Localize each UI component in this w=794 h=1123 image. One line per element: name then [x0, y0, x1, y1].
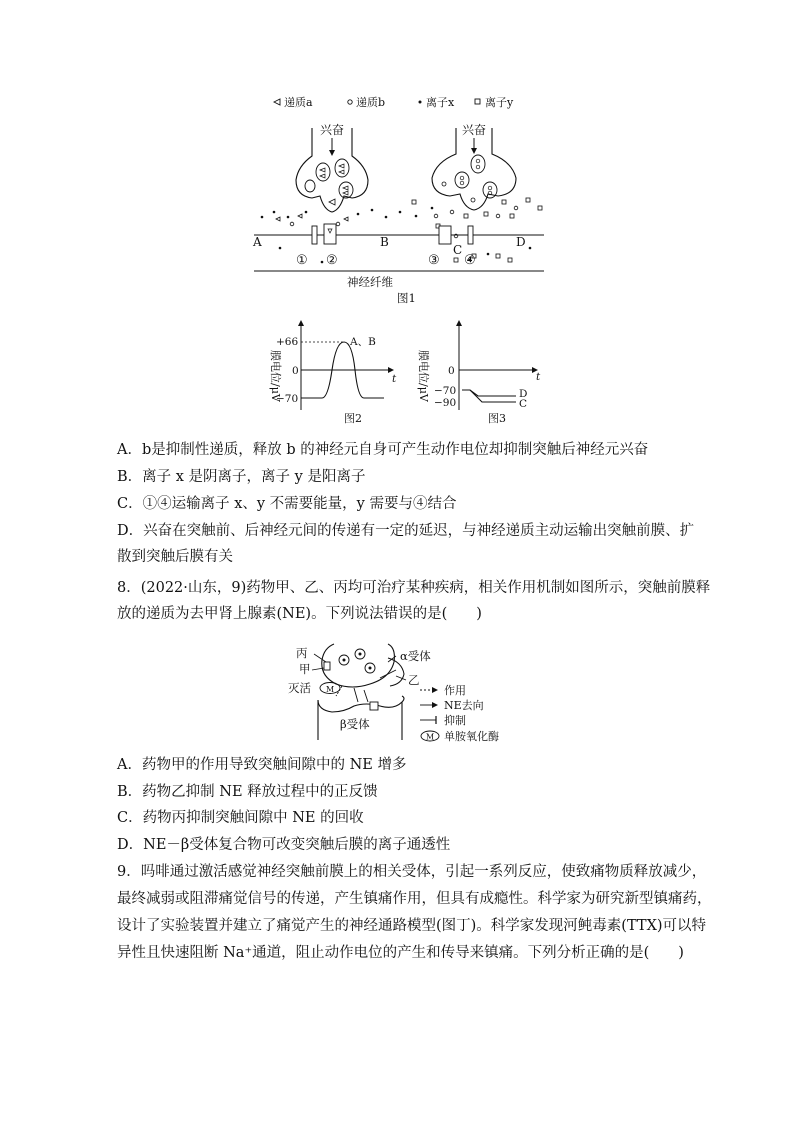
- figure-3-label-C: C: [519, 398, 528, 410]
- label-circle-1: ①: [296, 253, 308, 268]
- figure-3-tick-70: −70: [434, 385, 457, 397]
- transmitter-a-icon: [274, 99, 280, 105]
- figure-2-curve-label: A、B: [350, 336, 376, 348]
- label-circle-3: ③: [428, 253, 440, 268]
- legend-transmitter-a: 递质a: [284, 96, 313, 109]
- label-circle-2: ②: [326, 253, 338, 268]
- q8-legend-action: 作用: [444, 684, 466, 697]
- label-A: A: [253, 235, 262, 249]
- figure-3-tick-0: 0: [448, 365, 455, 377]
- q8-stem-line2: 放的递质为去甲肾上腺素(NE)。下列说法错误的是( ): [117, 606, 482, 622]
- q8-beta-receptor-icon: [370, 702, 378, 710]
- label-circle-4: ④: [464, 253, 476, 268]
- q8-label-jia: 甲: [299, 662, 311, 676]
- ion-x-icon: [419, 101, 422, 104]
- q7-option-c: C．①④运输离子 x、y 不需要能量，y 需要与④结合: [117, 496, 457, 512]
- figure-3-caption: 图3: [488, 412, 506, 425]
- label-B: B: [380, 235, 389, 249]
- q8-option-d: D．NE－β受体复合物可改变突触后膜的离子通透性: [117, 837, 451, 853]
- label-C: C: [453, 243, 463, 257]
- figure-3-tick-90: −90: [434, 397, 457, 409]
- figure-1-caption: 图1: [397, 291, 416, 305]
- figure-2-caption: 图2: [344, 412, 362, 425]
- figure-3-label-D: D: [519, 388, 528, 400]
- channel-3: [439, 226, 451, 244]
- ion-y-icon: [475, 99, 480, 104]
- figure-3-ylabel: 膜电位/μV: [417, 350, 430, 402]
- q8-legend-ne-flow: NE去向: [444, 699, 484, 712]
- channel-1: [312, 226, 317, 244]
- q8-option-a: A．药物甲的作用导致突触间隙中的 NE 增多: [117, 757, 407, 773]
- q8-label-bing: 丙: [296, 646, 308, 660]
- q8-enzyme-symbol: M: [326, 685, 335, 694]
- excite-label-right: 兴奋: [462, 123, 487, 137]
- figure-2-tick-70: −70: [276, 393, 299, 405]
- figure-2-ylabel: 膜电位/μV: [269, 350, 282, 402]
- q9-line3: 设计了实验装置并建立了痛觉产生的神经通路模型(图丁)。科学家发现河鲀毒素(TTX)可以特: [117, 918, 707, 934]
- figure-3-curve-D: [462, 390, 516, 396]
- q9-line1: 9．吗啡通过激活感觉神经突触前膜上的相关受体，引起一系列反应，使致痛物质释放减少，: [117, 864, 707, 880]
- q8-legend-mao: 单胺氧化酶: [444, 730, 499, 743]
- nerve-fiber-label: 神经纤维: [347, 275, 393, 289]
- q9-line2: 最终减弱或阻滞痛觉信号的传递，产生镇痛作用，但具有成瘾性。科学家为研究新型镇痛药，: [117, 891, 712, 907]
- q7-option-d-line2: 散到突触后膜有关: [117, 549, 233, 565]
- figure-2-xlabel: t: [392, 373, 397, 385]
- figure-3-xlabel: t: [536, 371, 541, 383]
- q7-option-a: A．b是抑制性递质，释放 b 的神经元自身可产生动作电位却抑制突触后神经元兴奋: [117, 442, 649, 458]
- legend-ion-y: 离子y: [485, 96, 514, 109]
- q8-stem-line1: 8．(2022·山东，9)药物甲、乙、丙均可治疗某种疾病，相关作用机制如图所示，突触前膜释: [117, 580, 711, 596]
- q8-label-yi: 乙: [408, 673, 420, 687]
- figure-3: [412, 318, 562, 428]
- label-D: D: [516, 235, 526, 249]
- legend-ion-x: 离子x: [426, 96, 455, 109]
- legend-transmitter-b: 递质b: [356, 96, 386, 109]
- q8-label-beta-receptor: β受体: [340, 717, 370, 731]
- q8-legend-inhibit: 抑制: [444, 714, 466, 727]
- q8-label-miehuo: 灭活: [288, 681, 311, 695]
- q8-presynaptic-terminal: [322, 644, 395, 687]
- q7-option-d-line1: D．兴奋在突触前、后神经元间的传递有一定的延迟，与神经递质主动运输出突触前膜、扩: [117, 523, 695, 539]
- channel-2: [324, 224, 336, 244]
- transmitter-b-icon: [348, 100, 352, 104]
- channel-4: [468, 226, 473, 244]
- q9-line4: 异性且快速阻断 Na⁺通道，阻止动作电位的产生和传导来镇痛。下列分析正确的是( ): [117, 945, 684, 961]
- q8-option-b: B．药物乙抑制 NE 释放过程中的正反馈: [117, 784, 378, 800]
- excite-label-left: 兴奋: [320, 123, 345, 137]
- figure-1-legend: [274, 95, 514, 109]
- figure-2: [252, 318, 402, 428]
- q8-option-c: C．药物丙抑制突触间隙中 NE 的回收: [117, 810, 364, 826]
- figure-2-tick-66: +66: [276, 336, 299, 348]
- q8-legend: [420, 684, 499, 743]
- figure-1: [240, 88, 560, 306]
- q8-label-alpha-receptor: α受体: [400, 649, 431, 663]
- q8-postsynaptic-membrane: [318, 696, 404, 712]
- figure-2-tick-0: 0: [292, 365, 299, 377]
- q8-legend-enzyme-symbol: M: [426, 732, 435, 742]
- figure-q8-synapse: [284, 640, 524, 744]
- q7-option-b: B．离子 x 是阴离子，离子 y 是阳离子: [117, 469, 366, 485]
